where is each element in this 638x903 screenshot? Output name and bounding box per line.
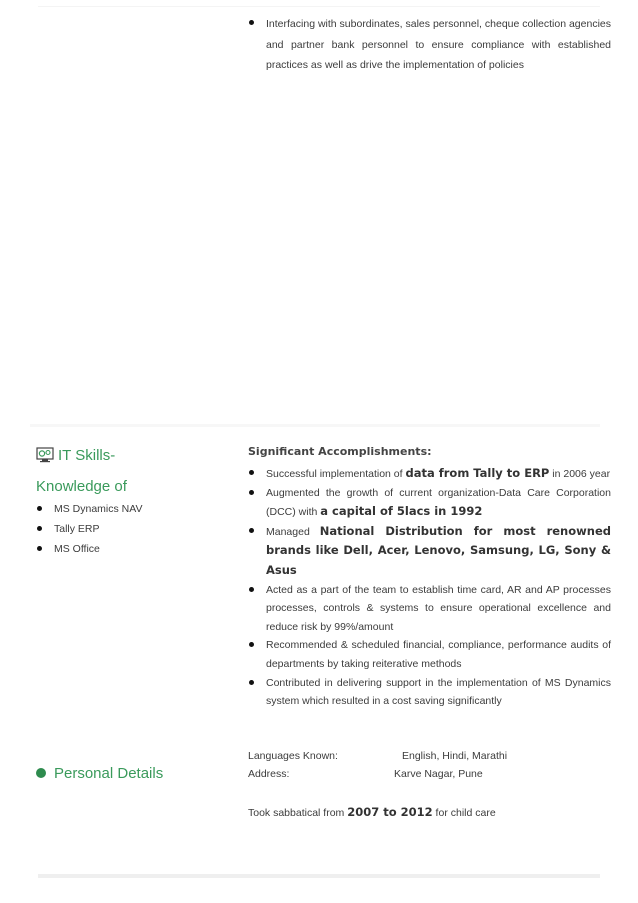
sabbatical-note bbox=[248, 805, 496, 819]
responsibilities-list bbox=[248, 14, 611, 76]
list-item bbox=[248, 636, 611, 673]
top-divider bbox=[38, 6, 600, 7]
accomplishment-highlight: data from Tally to ERP bbox=[405, 466, 550, 480]
list-item bbox=[37, 519, 143, 539]
bottom-divider bbox=[38, 874, 600, 878]
bullet-icon bbox=[249, 642, 254, 647]
list-item bbox=[248, 581, 611, 637]
skill-label: MS Dynamics NAV bbox=[54, 503, 143, 515]
section-bullet-icon bbox=[36, 768, 46, 778]
accomplishment-text: Contributed in delivering support in the implementation of MS Dynamics system which resulted in a cost saving significantly bbox=[266, 676, 611, 708]
accomplishment-text: Recommended & scheduled financial, compliance, performance audits of departments by taking reiterative methods bbox=[266, 639, 611, 670]
bullet-icon bbox=[249, 20, 254, 25]
address-label: Address: bbox=[248, 768, 290, 780]
bullet-icon bbox=[249, 680, 254, 685]
bullet-icon bbox=[249, 587, 254, 592]
list-item bbox=[37, 539, 143, 559]
accomplishment-text: Acted as a part of the team to establish time card, AR and AP processes processes, controls & systems to ensure operational excellence and reduce risk by 99%/amount bbox=[266, 583, 611, 633]
bullet-icon bbox=[249, 490, 254, 495]
computer-gears-icon bbox=[36, 447, 54, 463]
bullet-icon bbox=[249, 470, 254, 475]
sabbatical-text: for child care bbox=[432, 807, 496, 819]
bullet-icon bbox=[37, 506, 42, 511]
bullet-icon bbox=[249, 528, 254, 533]
accomplishments-heading: Significant Accomplishments: bbox=[248, 445, 432, 458]
list-item bbox=[37, 499, 143, 519]
list-item bbox=[248, 14, 611, 76]
languages-value: English, Hindi, Marathi bbox=[402, 750, 508, 762]
bullet-icon bbox=[37, 526, 42, 531]
list-item bbox=[248, 464, 611, 484]
it-skills-subtitle: Knowledge of bbox=[36, 478, 127, 495]
accomplishment-text: in 2006 year bbox=[549, 468, 611, 480]
languages-label: Languages Known: bbox=[248, 750, 338, 762]
section-divider bbox=[30, 424, 600, 427]
list-item bbox=[248, 522, 611, 581]
accomplishment-highlight: National Distribution for most renowned brands like Dell, Acer, Lenovo, Samsung, LG, Sony & Asus bbox=[266, 523, 611, 577]
list-item bbox=[248, 484, 611, 522]
it-skills-title: IT Skills- bbox=[58, 447, 116, 464]
responsibility-text: Interfacing with subordinates, sales personnel, cheque collection agencies and partner bank personnel to ensure compliance with established practices as well as drive the implementation of policies bbox=[266, 18, 611, 71]
sabbatical-years: 2007 to 2012 bbox=[347, 805, 433, 819]
skills-list bbox=[37, 499, 143, 560]
it-skills-heading bbox=[36, 447, 115, 464]
accomplishment-text: Managed bbox=[266, 525, 320, 538]
accomplishment-text: Augmented the growth of current organization-Data Care Corporation (DCC) with bbox=[266, 486, 611, 519]
skill-label: Tally ERP bbox=[54, 523, 100, 536]
skill-label: MS Office bbox=[54, 543, 100, 556]
address-value: Karve Nagar, Pune bbox=[394, 768, 483, 780]
list-item bbox=[248, 674, 611, 711]
personal-details-heading: Personal Details bbox=[54, 765, 164, 782]
bullet-icon bbox=[37, 546, 42, 551]
accomplishment-text: Successful implementation of bbox=[266, 468, 406, 480]
sabbatical-text: Took sabbatical from bbox=[248, 807, 348, 819]
accomplishment-highlight: a capital of 5lacs in 1992 bbox=[320, 504, 483, 519]
address-row bbox=[248, 768, 483, 780]
accomplishments-list bbox=[248, 464, 611, 711]
languages-row bbox=[248, 750, 508, 762]
